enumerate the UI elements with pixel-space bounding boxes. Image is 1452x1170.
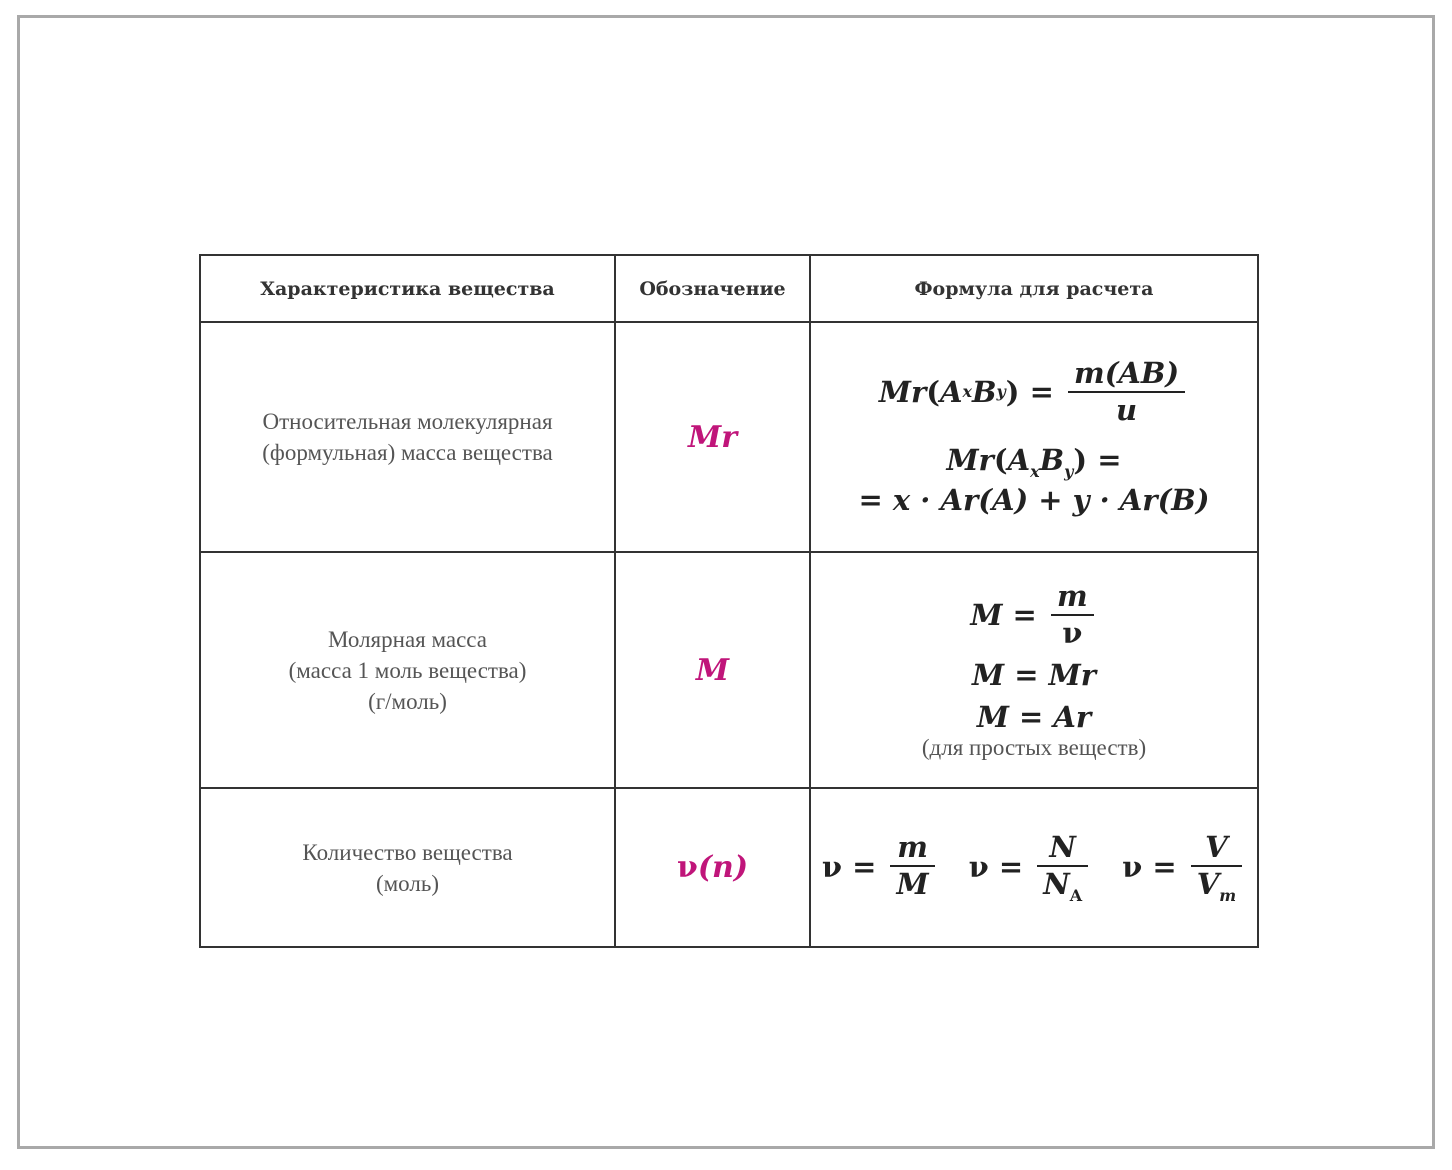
formula-nu-volume: ν = $\frac{V}{V_m}$ (1122, 830, 1246, 905)
symbol-nu: ν(n) (615, 788, 810, 947)
formula-nu-particles: ν = $\frac{N}{N_A}$ (969, 830, 1093, 905)
header-symbol: Обозначение (615, 255, 810, 322)
header-characteristic: Характеристика вещества (200, 255, 615, 322)
formulas-relative-mass (810, 322, 1258, 552)
header-formula: Формула для расчета (810, 255, 1258, 322)
table-row-amount (200, 788, 1258, 947)
formula-m-fraction: M = $\frac{m}{\nu}$ (811, 579, 1257, 651)
formulas-amount (810, 788, 1258, 947)
note-simple-substances: (для простых веществ) (921, 735, 1147, 761)
formula-m-ar: M = Ar (976, 699, 1092, 734)
formula-mr-fraction: Mr ( A x B y ) = $\frac{m(AB)}{u}$ (811, 356, 1257, 428)
desc-molar-mass: Молярная масса (масса 1 моль вещества) (г/моль) (200, 552, 615, 788)
substance-formulas-table (199, 254, 1259, 948)
table-header-row (200, 255, 1258, 322)
desc-amount: Количество вещества (моль) (200, 788, 615, 947)
table-row-molar-mass (200, 552, 1258, 788)
desc-relative-mass: Относительная молекулярная (формульная) масса вещества (200, 322, 615, 552)
formula-nu-mass: ν = $\frac{m}{M}$ (822, 830, 939, 905)
table-row-relative-mass (200, 322, 1258, 552)
formula-m-mr: M = Mr (972, 657, 1096, 692)
symbol-mr: Mr (615, 322, 810, 552)
symbol-m: M (615, 552, 810, 788)
formulas-molar-mass (810, 552, 1258, 788)
formula-mr-sum: $Mr(A_xB_y)$ = = x · Ar(A) + y · Ar(B) (858, 442, 1210, 517)
